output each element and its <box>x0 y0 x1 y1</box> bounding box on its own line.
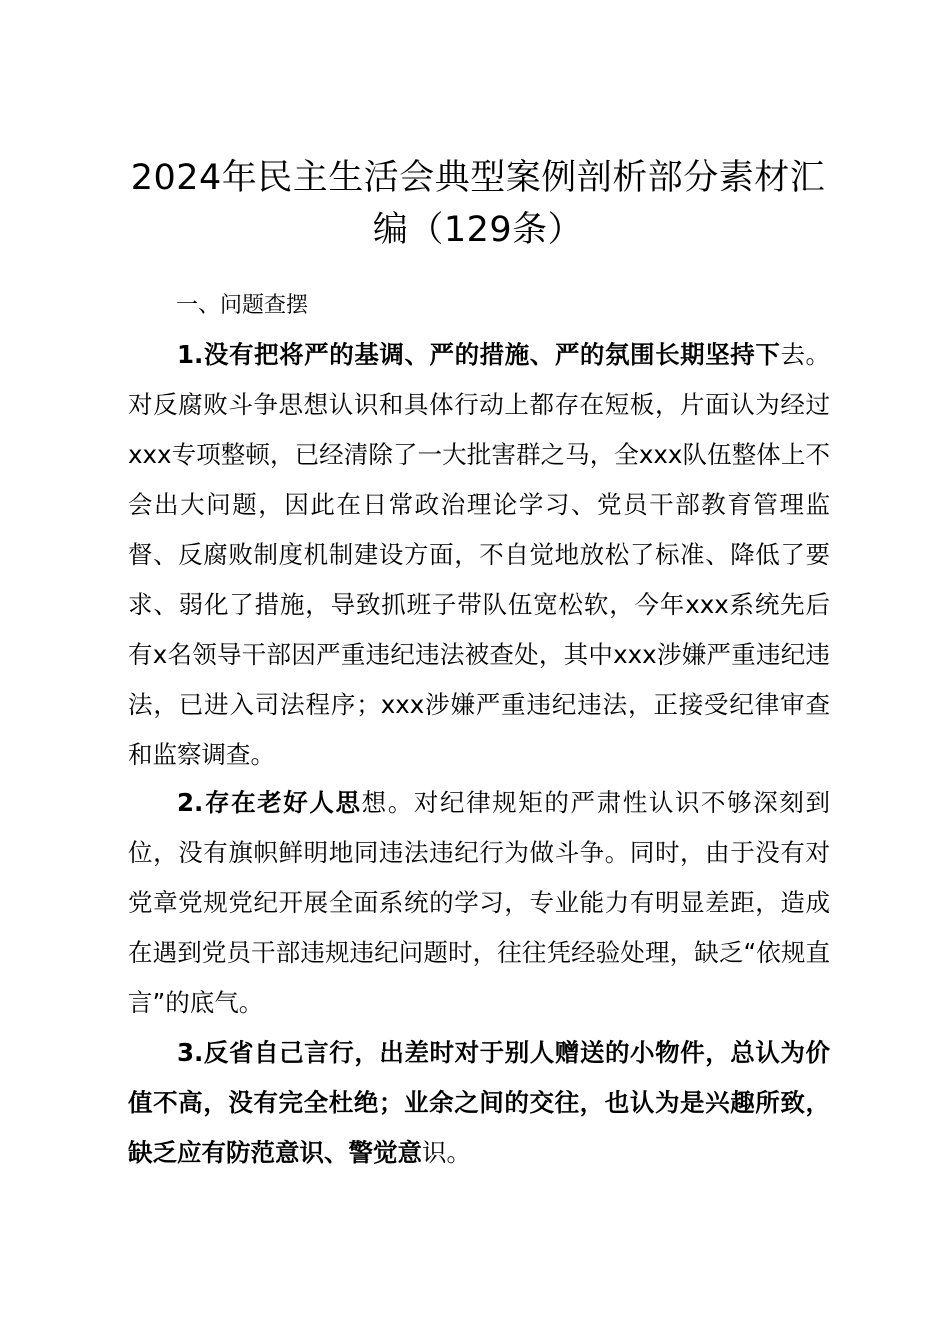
item-3-body: 识。 <box>422 1138 471 1167</box>
item-1-body: 去。对反腐败斗争思想认识和具体行动上都存在短板，片面认为经过xxx专项整顿，已经清除了一大批害群之马，全xxx队伍整体上不会出大问题，因此在日常政治理论学习、党员干部教育管理监督、反腐败制度机制建设方面，不自觉地放松了标准、降低了要求、弱化了措施，导致抓班子带队伍宽松软，今年xxx系统先后有x名领导干部因严重违纪违法被查处，其中xxx涉嫌严重违纪违法，已进入司法程序；xxx涉嫌严重违纪违法，正接受纪律审查和监察调查。 <box>128 340 831 769</box>
document-title: 2024年民主生活会典型案例剖析部分素材汇编（129条） <box>130 158 826 250</box>
paragraph-item-1 <box>128 330 830 780</box>
section-heading: 一、问题查摆 <box>176 293 309 318</box>
item-1-lead: 1.没有把将严的基调、严的措施、严的氛围长期坚持下 <box>177 340 781 369</box>
item-3-lead: 3.反省自己言行，出差时对于别人赠送的小物件，总认为价值不高，没有完全杜绝；业余之间的交往，也认为是兴趣所致，缺乏应有防范意识、警觉意 <box>128 1038 830 1167</box>
item-2-body: 想。对纪律规矩的严肃性认识不够深刻到位，没有旗帜鲜明地同违法违纪行为做斗争。同时，由于没有对党章党规党纪开展全面系统的学习，专业能力有明显差距，造成在遇到党员干部违规违纪问题时，往往凭经验处理，缺乏“依规直言”的底气。 <box>128 788 830 1017</box>
paragraph-item-3 <box>128 1028 830 1178</box>
paragraph-item-2 <box>128 778 830 1028</box>
item-2-lead: 2.存在老好人思 <box>177 788 362 817</box>
